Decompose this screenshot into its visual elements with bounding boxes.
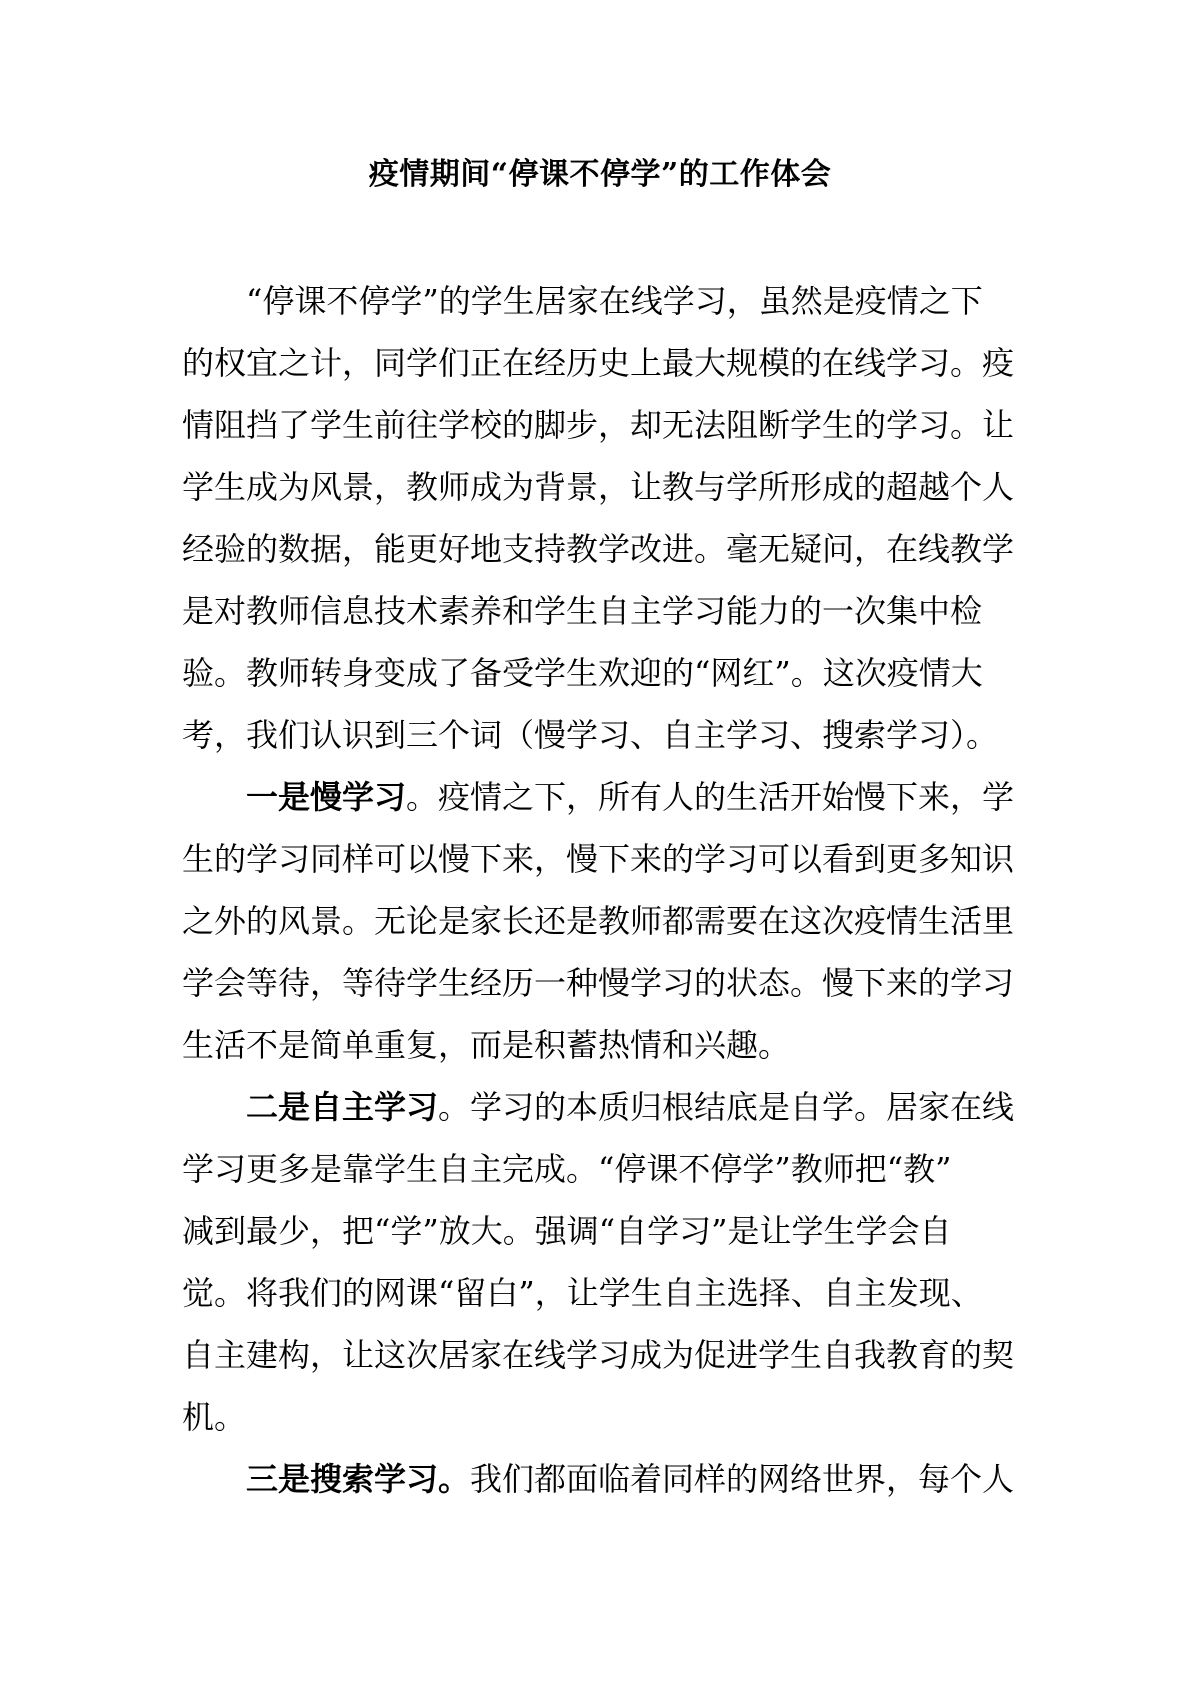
line-text: 觉。将我们的网课“留白”，让学生自主选择、自主发现、 [182, 1274, 983, 1312]
text-line [182, 332, 1028, 394]
line-text: “停课不停学”的学生居家在线学习，虽然是疫情之下 [246, 282, 983, 320]
text-line [182, 394, 1028, 456]
text-line [182, 766, 1028, 828]
line-text: 减到最少，把“学”放大。强调“自学习”是让学生学会自 [182, 1212, 952, 1250]
text-line [182, 1014, 1028, 1076]
document-body [182, 270, 1028, 1510]
text-line [182, 1138, 1028, 1200]
paragraph [182, 766, 1028, 1076]
line-text: 。学习的本质归根结底是自学。居家在线 [438, 1088, 1015, 1126]
line-text: 。疫情之下，所有人的生活开始慢下来，学 [406, 778, 1015, 816]
paragraph [182, 1076, 1028, 1448]
text-line [182, 270, 1028, 332]
line-text: 情阻挡了学生前往学校的脚步，却无法阻断学生的学习。让 [182, 406, 1015, 444]
text-line [182, 828, 1028, 890]
text-line [182, 518, 1028, 580]
line-text: 我们都面临着同样的网络世界，每个人 [470, 1460, 1015, 1498]
line-text: 学习更多是靠学生自主完成。“停课不停学”教师把“教” [182, 1150, 952, 1188]
line-text: 经验的数据，能更好地支持教学改进。毫无疑问，在线教学 [182, 530, 1015, 568]
line-text: 学会等待，等待学生经历一种慢学习的状态。慢下来的学习 [182, 964, 1015, 1002]
text-line [182, 1386, 1028, 1448]
line-text: 学生成为风景，教师成为背景，让教与学所形成的超越个人 [182, 468, 1015, 506]
line-text: 验。教师转身变成了备受学生欢迎的“网红”。这次疫情大 [182, 654, 983, 692]
paragraph-lead: 三是搜索学习。 [246, 1460, 471, 1498]
text-line [182, 1262, 1028, 1324]
line-text: 之外的风景。无论是家长还是教师都需要在这次疫情生活里 [182, 902, 1015, 940]
line-text: 的权宜之计，同学们正在经历史上最大规模的在线学习。疫 [182, 344, 1015, 382]
line-text: 机。 [182, 1398, 247, 1436]
text-line [182, 704, 1028, 766]
text-line [182, 1076, 1028, 1138]
text-line [182, 642, 1028, 704]
paragraph-lead: 二是自主学习 [246, 1088, 439, 1126]
text-line [182, 456, 1028, 518]
paragraph [182, 1448, 1028, 1510]
text-line [182, 952, 1028, 1014]
paragraph-lead: 一是慢学习 [246, 778, 407, 816]
text-line [182, 1448, 1028, 1510]
text-line [182, 1200, 1028, 1262]
document-title: 疫情期间“停课不停学”的工作体会 [368, 157, 832, 192]
line-text: 考，我们认识到三个词（慢学习、自主学习、搜索学习）。 [182, 716, 999, 754]
line-text: 自主建构，让这次居家在线学习成为促进学生自我教育的契 [182, 1336, 1015, 1374]
paragraph [182, 270, 1028, 766]
text-line [182, 1324, 1028, 1386]
text-line [182, 580, 1028, 642]
line-text: 生活不是简单重复，而是积蓄热情和兴趣。 [182, 1026, 791, 1064]
line-text: 生的学习同样可以慢下来，慢下来的学习可以看到更多知识 [182, 840, 1015, 878]
line-text: 是对教师信息技术素养和学生自主学习能力的一次集中检 [182, 592, 983, 630]
text-line [182, 890, 1028, 952]
